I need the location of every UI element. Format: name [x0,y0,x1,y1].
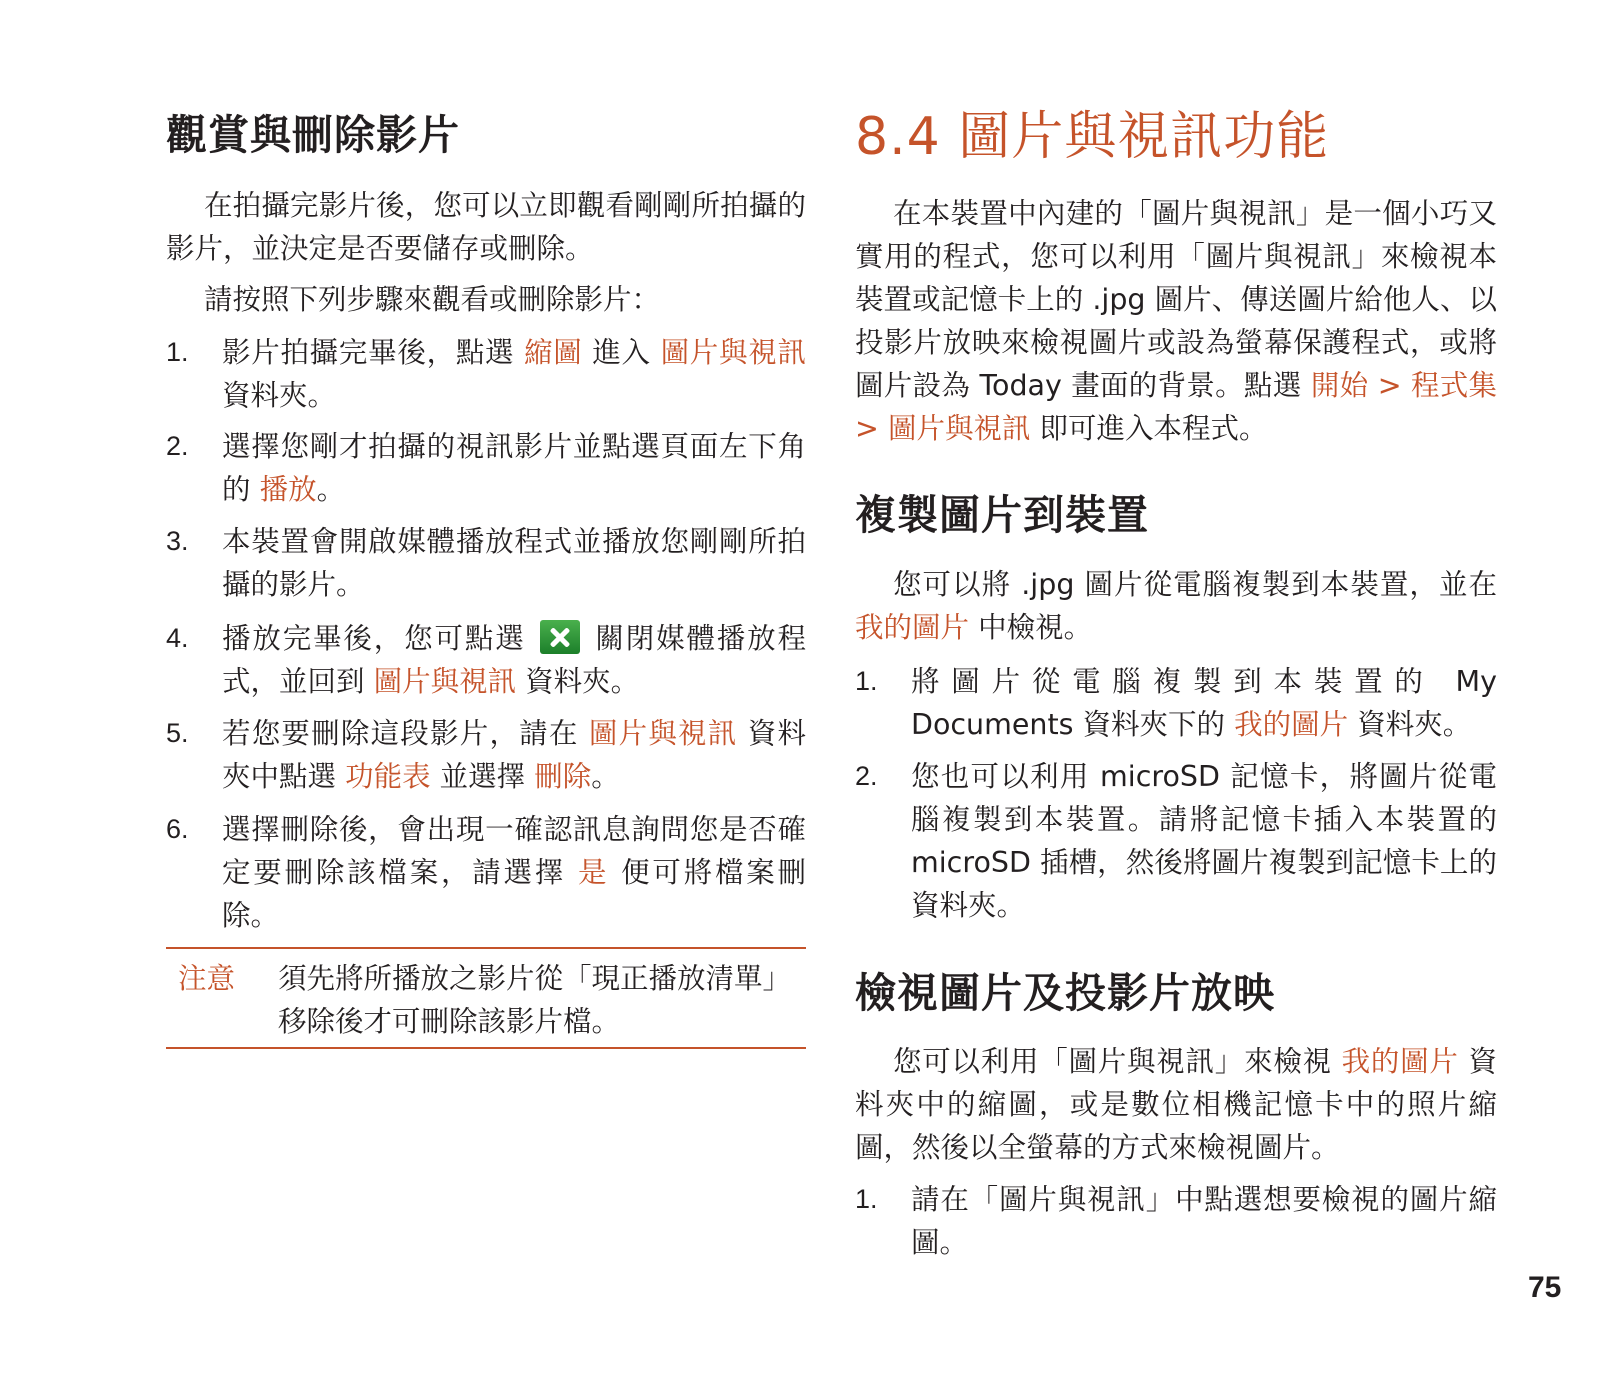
heading-view-slideshow: 檢視圖片及投影片放映 [855,969,1275,1017]
step-text: 影片拍攝完畢後，點選 縮圖 進入 圖片與視訊資料夾。 [222,336,806,412]
note-label: 注意 [178,962,236,995]
link-my-pictures: 我的圖片 [855,611,970,644]
link-thumbnail: 縮圖 [524,336,583,369]
section-title: 8.4 圖片與視訊功能 [855,107,1330,167]
list-item [166,331,806,417]
list-item [855,755,1497,927]
page-number: 75 [1528,1271,1562,1304]
list-item [166,712,806,798]
intro-paragraph: 在本裝置中內建的「圖片與視訊」是一個小巧又實用的程式，您可以利用「圖片與視訊」來檢視本裝置或記憶卡上的 .jpg 圖片、傳送圖片給他人、以投影片放映來檢視圖片或設為螢幕保護程式，或將圖片設為 Today 畫面的背景。點選 開始 > 程式集 > 圖片與視訊 即可進入本程式。 [855,197,1497,445]
step-number: 1. [855,1184,878,1214]
step-text: 將圖片從電腦複製到本裝置的 My Documents 資料夾下的 我的圖片 資料夾。 [911,665,1497,741]
list-item [166,617,806,703]
list-item [855,1178,1497,1264]
step-number: 5. [166,718,189,748]
step-text: 選擇刪除後，會出現一確認訊息詢問您是否確定要刪除該檔案，請選擇 是 便可將檔案刪除。 [222,813,807,932]
step-number: 3. [166,526,189,556]
step-text: 播放完畢後，您可點選 關閉媒體播放程式，並回到 圖片與視訊 資料夾。 [222,622,807,698]
list-item [166,425,806,511]
note-text: 須先將所播放之影片從「現正播放清單」移除後才可刪除該影片檔。 [278,962,792,1038]
link-delete: 刪除 [534,760,592,793]
close-x-icon [540,620,580,654]
copy-intro-paragraph: 您可以將 .jpg 圖片從電腦複製到本裝置，並在 我的圖片 中檢視。 [855,568,1497,644]
link-play: 播放 [259,473,317,506]
step-number: 4. [166,623,189,653]
link-my-pictures: 我的圖片 [1234,708,1349,741]
list-item [855,660,1497,746]
heading-copy-pictures: 複製圖片到裝置 [855,491,1149,539]
step-text: 若您要刪除這段影片，請在 圖片與視訊 資料夾中點選 功能表 並選擇 刪除。 [222,717,806,793]
step-number: 1. [855,666,878,696]
note-box [166,947,806,1049]
instruction-paragraph: 請按照下列步驟來觀看或刪除影片： [204,283,661,316]
intro-paragraph: 在拍攝完影片後，您可以立即觀看剛剛所拍攝的影片，並決定是否要儲存或刪除。 [166,189,806,265]
step-number: 2. [166,431,189,461]
list-item [166,808,806,937]
link-menu: 功能表 [345,760,431,793]
step-text: 請在「圖片與視訊」中點選想要檢視的圖片縮圖。 [911,1183,1497,1259]
view-intro-paragraph: 您可以利用「圖片與視訊」來檢視 我的圖片 資料夾中的縮圖，或是數位相機記憶卡中的照片縮圖，然後以全螢幕的方式來檢視圖片。 [855,1045,1498,1164]
step-text: 您也可以利用 microSD 記憶卡，將圖片從電腦複製到本裝置。請將記憶卡插入本裝置的 microSD 插槽，然後將圖片複製到記憶卡上的資料夾。 [911,760,1497,922]
link-my-pictures: 我的圖片 [1341,1045,1459,1078]
link-start-programs-pictures: 開始 > 程式集 > 圖片與視訊 [855,369,1497,445]
step-text: 選擇您剛才拍攝的視訊影片並點選頁面左下角的 播放。 [222,430,806,506]
step-text: 本裝置會開啟媒體播放程式並播放您剛剛所拍攝的影片。 [222,525,806,601]
link-pictures-videos: 圖片與視訊 [588,717,738,750]
step-number: 2. [855,761,878,791]
link-pictures-videos: 圖片與視訊 [373,665,517,698]
heading-view-delete-video: 觀賞與刪除影片 [166,111,460,159]
link-yes: 是 [577,856,610,889]
link-pictures-videos: 圖片與視訊 [660,336,806,369]
step-number: 6. [166,814,189,844]
list-item [166,520,806,606]
step-number: 1. [166,337,189,367]
